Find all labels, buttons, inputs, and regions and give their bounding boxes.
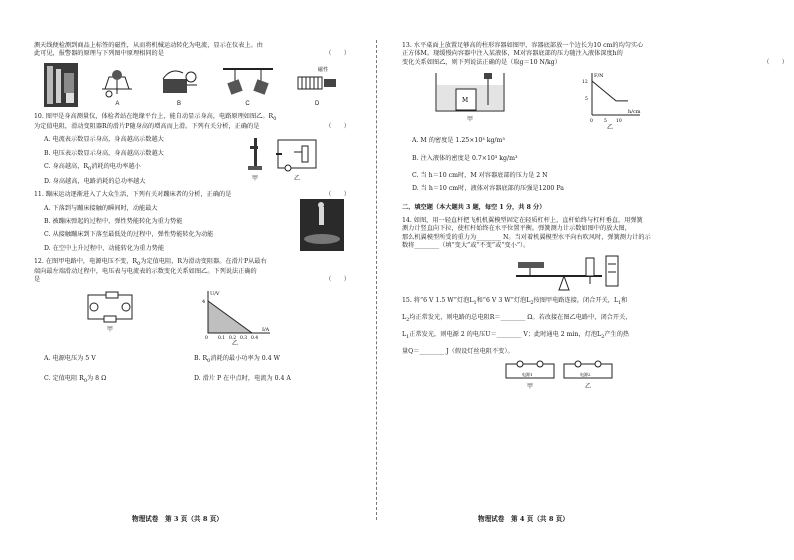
q13-option-a: A. M 的密度是 1.25×10³ kg/m³ — [412, 137, 505, 145]
q12-option-a: A. 电源电压为 5 V — [44, 354, 96, 362]
q14-line-2: 测力计竖直向下拉，使杠杆始终在水平位置平衡。弹簧测力计示数如图中的放大图， — [402, 225, 631, 233]
q13-figures — [402, 71, 788, 132]
q15-line-2 — [402, 314, 788, 324]
q13-text-3: 变化关系如图乙，则下列说法正确的是（取g＝10 N/kg） — [402, 58, 561, 66]
q15-s6: 2 — [601, 334, 605, 341]
question-11 — [34, 191, 350, 253]
q12-x-tick-3: 0.3 — [240, 335, 248, 339]
q13-x-tick-5: 5 — [604, 119, 607, 124]
page-3 — [0, 0, 376, 560]
motor-icon — [157, 63, 201, 99]
q15-t6: 均正常发光，则电路的总电阻R＝________ Ω。若改接在图乙电路中，闭合开关， — [409, 314, 632, 322]
q12-x-tick-2: 0.2 — [229, 335, 237, 339]
q12-x-tick-4: 0.4 — [251, 335, 259, 339]
intro-option-figures — [34, 63, 350, 108]
q13-graph — [578, 71, 642, 123]
q10-option-a: A. 电流表示数显示身高，身高越高示数越大 — [44, 136, 164, 144]
question-15 — [402, 297, 788, 390]
cube-label: M — [462, 97, 469, 105]
intro-line-2 — [34, 50, 350, 58]
intro-text: 此可见，报警器的原理与下列图中原理相同的是 — [34, 50, 164, 58]
q12-option-d: D. 滑片 P 在中点时，电流为 0.4 A — [194, 374, 291, 382]
q12-option-c — [44, 375, 184, 385]
option-a-figure — [97, 63, 137, 108]
photo-figure — [44, 63, 78, 108]
option-c-label: C — [245, 100, 250, 107]
q12-y-unit: U/V — [210, 290, 220, 297]
page-4-footer: 物理试卷 第 4 页（共 8 页） — [478, 515, 569, 523]
q13-line-mark — [592, 81, 628, 101]
q15-fig-b — [560, 360, 616, 391]
option-a-label: A — [115, 100, 120, 107]
option-d-figure — [294, 63, 340, 108]
q12-figures — [34, 289, 350, 348]
q12-sub: 0 — [137, 261, 141, 268]
q12-text-1: 12. 在图甲电路中，电源电压不变，R — [34, 258, 138, 266]
scale-zoom-icon — [606, 256, 618, 286]
source-1-label: 电源1 — [522, 371, 533, 377]
q15-circuit-b-icon — [560, 360, 616, 382]
q11-body — [34, 205, 350, 253]
q12-paren: （ ） — [325, 276, 350, 284]
q11-option-b: B. 被蹦床弹起的过程中，弹性势能转化为重力势能 — [44, 217, 183, 225]
q15-t3: 按图甲电路连接，闭合开关，L — [533, 297, 619, 305]
q12-x-tick-1: 0.1 — [218, 335, 226, 339]
q12-circuit-icon — [84, 289, 136, 325]
q12-option-c-text: C. 定值电阻 R — [44, 374, 84, 382]
q10-fig-b — [274, 136, 320, 183]
q10-fig-b-caption: 乙 — [293, 175, 300, 183]
q14-line-3: 那么机翼模型所受的重力为________ N。当对着机翼模型水平向右吹风时，弹簧测力计的示 — [402, 233, 651, 241]
generator-icon — [97, 63, 137, 99]
q13-line-3 — [402, 59, 788, 67]
q15-line-1 — [402, 297, 788, 307]
height-meter-icon — [246, 136, 264, 174]
q15-s4: 2 — [406, 317, 410, 324]
q11-option-a: A. 下落到与蹦床接触的瞬间时，动能最大 — [44, 204, 158, 212]
q15-s1: 1 — [473, 300, 477, 307]
option-b-figure — [157, 63, 201, 108]
q13-line-2: 正方体M。现缓慢向容器中注入某液体，M对容器底部的压力随注入液体深度h的 — [402, 50, 623, 58]
intro-line-1: 测天线便检测到商品上标签的磁性，从而将机械运动转化为电流，显示在仪表上。由 — [34, 42, 263, 49]
q10-fig-a-caption: 甲 — [251, 175, 258, 183]
wing-model-icon — [518, 262, 544, 268]
induction-icon — [221, 63, 275, 99]
q10-text-1: 10. 图甲是身高测量仪，体检者站在绝缘平台上，能自动显示身高，电路原理如图乙。R — [34, 112, 274, 120]
q12-y-tick: 4 — [202, 298, 206, 305]
page-4 — [378, 0, 794, 560]
page-3-footer: 物理试卷 第 3 页（共 8 页） — [132, 515, 223, 523]
q10-option-c-tail: 消耗的电功率越小 — [91, 162, 141, 170]
q10-fig-a — [246, 136, 264, 183]
trampoline-photo-icon — [300, 199, 344, 251]
source-2-label: 电源2 — [579, 371, 591, 377]
container-cube-icon — [432, 71, 508, 115]
q12-fig-b — [196, 289, 274, 348]
q15-s3: 1 — [618, 300, 622, 307]
q12-fig-a — [84, 289, 136, 348]
q12-option-b-text: B. R — [194, 354, 208, 362]
question-10 — [34, 113, 350, 186]
q12-fig-a-caption: 甲 — [106, 325, 113, 333]
q13-option-d: D. 当 h＝10 cm时，液体对容器底部的压强是1200 Pa — [412, 185, 564, 193]
q10-text-2: 为定值电阻，滑动变阻器R的滑片P随身高的增高而上滑。下列有关分析，正确的是 — [34, 122, 260, 130]
q11-option-c: C. 从接触蹦床到下落至最低处的过程中，弹性势能转化为动能 — [44, 231, 214, 239]
q12-graph — [196, 289, 274, 339]
q15-circuit-a-icon — [502, 360, 558, 382]
q10-option-c-sub: 0 — [88, 166, 92, 173]
q12-option-c-tail: 为 8 Ω — [87, 374, 107, 382]
q12-fig-b-caption: 乙 — [231, 339, 238, 347]
q15-t4: 和 — [621, 297, 628, 305]
q12-option-b-sub: 0 — [207, 358, 211, 365]
q15-s2: 2 — [530, 300, 534, 307]
q14-figure — [402, 254, 788, 292]
q10-option-b: B. 电压表示数显示身高，身高越高示数越大 — [44, 149, 164, 157]
q12-line-2: 端向最左端滑动过程中，电压表与电流表的示数变化关系如图乙。下列说法正确的 — [34, 268, 257, 275]
height-circuit-icon — [274, 136, 320, 174]
question-13 — [402, 42, 788, 194]
q12-x-unit: I/A — [262, 326, 270, 333]
q15-t5: L — [402, 314, 407, 322]
q10-option-c-text: C. 身高越高，R — [44, 162, 89, 170]
q15-fig-a-caption: 甲 — [526, 382, 533, 390]
q11-option-d: D. 在空中上升过程中，动能转化为重力势能 — [44, 244, 165, 252]
q13-fig-b-caption: 乙 — [606, 124, 613, 132]
q13-y-tick-12: 12 — [582, 80, 588, 86]
q15-fig-a — [502, 360, 558, 391]
q15-fig-b-caption: 乙 — [584, 382, 591, 390]
q13-paren: （ ） — [763, 58, 788, 66]
q15-t1: 15. 将“6 V 1.5 W”灯泡L — [402, 297, 474, 305]
q13-x-unit: h/cm — [628, 109, 641, 116]
q15-t2: 和“6 V 3 W”灯泡L — [476, 297, 531, 305]
q15-t8: 正常发光，则电源 2 的电压U＝________ V；此时通电 2 min，灯泡L — [409, 331, 602, 339]
question-14 — [402, 217, 788, 292]
q10-line-2 — [34, 123, 350, 131]
q13-fig-b — [578, 71, 642, 132]
q13-option-c: C. 当 h＝10 cm时，M 对容器底部的压力是 2 N — [412, 171, 548, 179]
magnet-badge: 磁性 — [318, 66, 329, 73]
q12-option-b — [194, 355, 344, 365]
q12-options — [34, 350, 350, 385]
q10-sub: 0 — [273, 116, 277, 123]
section-2-heading: 二、填空题（本大题共 3 题，每空 1 分，共 8 分） — [402, 203, 546, 211]
q14-line-1: 14. 如图，用一轻直杆把飞机机翼模型固定在轻质杠杆上，直杆始终与杠杆垂直，用弹簧 — [402, 216, 643, 224]
q13-x-tick-10: 10 — [616, 119, 622, 124]
q11-text: 11. 蹦床运动逐渐进入了大众生活，下列有关对蹦床者的分析，正确的是 — [34, 191, 232, 199]
q11-paren: （ ） — [325, 191, 350, 199]
q12-option-b-tail: 消耗的最小功率为 0.4 W — [210, 354, 280, 362]
q13-y-tick-5: 5 — [585, 97, 588, 103]
q15-line-4: 量Q＝________ J（假设灯丝电阻不变）。 — [402, 348, 514, 356]
q11-options — [34, 205, 284, 253]
magnet-coil-icon — [294, 63, 340, 99]
q13-y-unit: F/N — [594, 73, 604, 80]
q12-line-3 — [34, 276, 350, 284]
answer-paren: （ ） — [325, 50, 350, 58]
q13-option-b: B. 注入液体的密度是 0.7×10³ kg/m³ — [412, 154, 518, 162]
q13-line-1: 13. 水平桌面上放置足够高的柱形容器如图甲，容器底部放一个边长为10 cm的均匀实心 — [402, 42, 644, 49]
lever-wing-icon — [512, 254, 622, 292]
q15-t7: L — [402, 331, 407, 339]
right-column — [402, 42, 788, 391]
q10-body — [34, 136, 350, 186]
q10-options — [34, 136, 239, 186]
q10-option-d: D. 身高越高，电路消耗的总功率越大 — [44, 177, 146, 185]
question-12 — [34, 258, 350, 385]
q12-text-3: 是 — [34, 276, 41, 284]
q15-figures — [502, 360, 788, 391]
q13-fig-a-caption: 甲 — [466, 116, 473, 124]
q10-figures — [246, 136, 320, 183]
q15-line-3 — [402, 331, 788, 341]
q12-line-1 — [34, 258, 350, 268]
left-column — [34, 42, 350, 385]
q15-t9: 产生的热 — [604, 331, 630, 339]
q12-line-mark — [208, 301, 252, 333]
q12-x-tick-0: 0 — [205, 335, 208, 339]
q11-figure — [300, 199, 344, 251]
q14-line-4: 数将________（填“变大”或“不变”或“变小”）。 — [402, 242, 530, 250]
page-divider — [376, 40, 377, 520]
q15-s5: 1 — [406, 334, 410, 341]
option-c-figure — [221, 63, 275, 108]
option-b-label: B — [176, 100, 181, 107]
alarm-photo-icon — [44, 63, 78, 107]
q12-option-c-sub: 0 — [83, 378, 88, 385]
q10-line-1 — [34, 113, 350, 123]
option-d-label: D — [315, 100, 320, 107]
q12-text-1-tail: 为定值电阻，R为滑动变阻器。在滑片P从最右 — [140, 258, 267, 266]
q13-fig-a — [432, 71, 508, 132]
q13-x-tick-0: 0 — [590, 119, 593, 124]
q10-option-c — [44, 163, 239, 173]
q10-paren: （ ） — [325, 122, 350, 130]
